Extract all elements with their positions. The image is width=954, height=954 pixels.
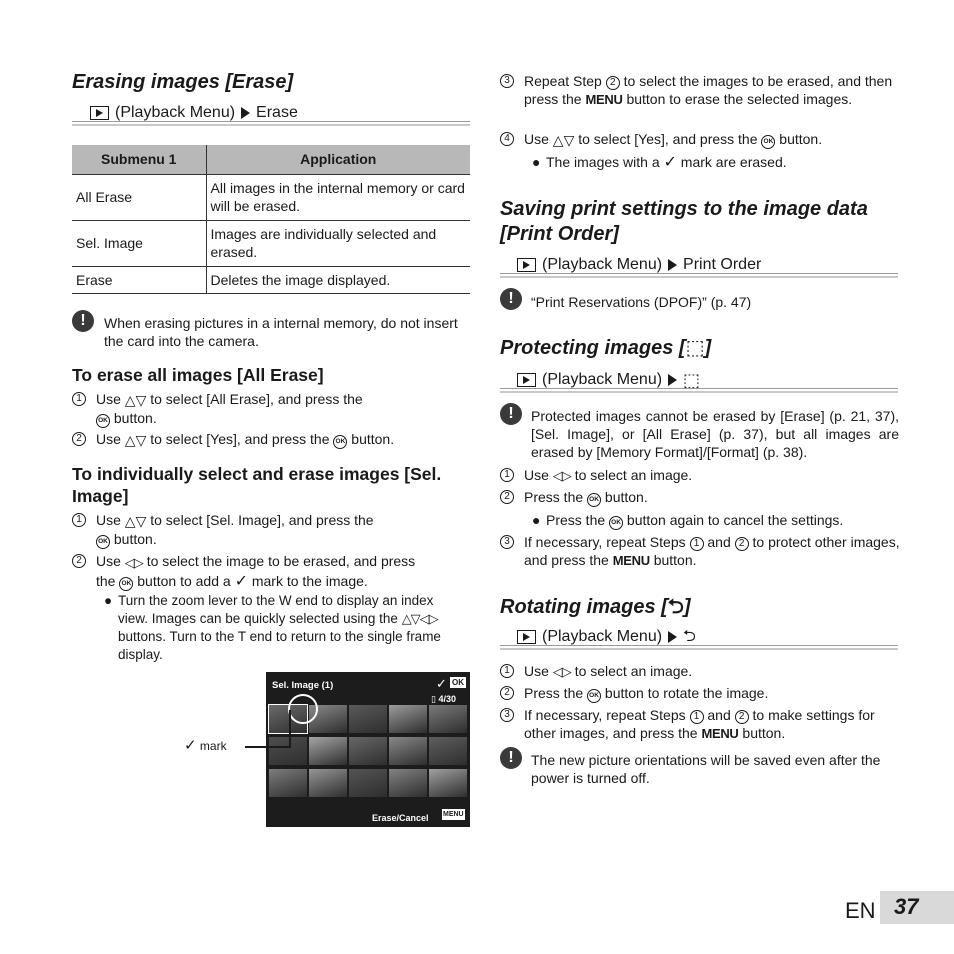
check-mark-icon: ✓ [663, 154, 677, 171]
table-cell: Sel. Image [72, 220, 206, 266]
step-3: 3 Repeat Step 2 to select the images to be erased, and then press the MENU button to erase the selected images. [500, 72, 900, 109]
image-counter: ▯ 4/30 [431, 694, 456, 704]
thumbnail[interactable] [429, 769, 467, 797]
thumbnail[interactable] [349, 737, 387, 765]
up-down-arrows-icon: △▽ [124, 392, 147, 408]
thumbnail[interactable] [269, 737, 307, 765]
section-title-print-order: Saving print settings to the image data [Print Order] [500, 198, 868, 245]
ok-button-icon: OK [96, 535, 110, 549]
screen-footer: Erase/Cancel [372, 813, 429, 823]
step-number: 3 [500, 74, 514, 88]
step-4: 4 Use △▽ to select [Yes], and press the OK button. [500, 130, 900, 149]
table-header: Submenu 1 [72, 145, 206, 174]
divider [500, 388, 898, 393]
step-number: 2 [500, 490, 514, 504]
protect-icon: ⬚ [685, 337, 705, 359]
menu-button-label: MENU [612, 553, 650, 568]
menu-label: (Playback Menu) [115, 104, 236, 121]
step-number: 4 [500, 132, 514, 146]
rotate-icon: ⮌ [667, 596, 684, 618]
left-right-arrows-icon: ◁▷ [124, 555, 143, 570]
thumbnail[interactable] [389, 769, 427, 797]
step-2: 2 Use △▽ to select [Yes], and press the OK button. [72, 430, 472, 449]
bullet-note: ● The images with a ✓ mark are erased. [532, 154, 787, 171]
section-title-protect: Protecting images [⬚] [500, 337, 712, 359]
step-number: 2 [72, 432, 86, 446]
up-down-arrows-icon: △▽ [124, 513, 147, 529]
step-1: 1 Use △▽ to select [Sel. Image], and press the OK button. [72, 511, 472, 549]
camera-screen [266, 672, 470, 827]
playback-icon [517, 373, 536, 387]
protect-menu-path: (Playback Menu) ⬚ [517, 370, 700, 390]
thumbnail[interactable] [349, 705, 387, 733]
subheading-sel-image: To individually select and erase images [Sel. Image] [72, 464, 442, 506]
caution-icon: ! [500, 403, 522, 425]
thumbnail[interactable] [309, 769, 347, 797]
step-3: 3 If necessary, repeat Steps 1 and 2 to make settings for other images, and press the MENU button. [500, 706, 900, 743]
protect-icon: ⬚ [683, 370, 701, 390]
step-2: 2 Press the OK button. [500, 488, 900, 507]
divider [500, 645, 898, 650]
screen-title: Sel. Image (1) [272, 680, 334, 691]
divider [72, 121, 470, 126]
ok-badge: OK [452, 678, 464, 687]
table-row [72, 220, 470, 266]
step-number: 3 [500, 708, 514, 722]
bullet-note: ● Press the OK button again to cancel the settings. [532, 512, 844, 528]
table-cell: Erase [72, 266, 206, 293]
submenu-table [72, 145, 470, 294]
caution-note: The new picture orientations will be saved even after the power is turned off. [531, 752, 881, 786]
callout-line [289, 710, 291, 748]
arrow-right-icon [668, 631, 677, 643]
step-2: 2 Use ◁▷ to select the image to be erased, and press the OK button to add a ✓ mark to the image. [72, 552, 472, 591]
print-order-menu-path: (Playback Menu) Print Order [517, 255, 761, 275]
thumbnail[interactable] [389, 737, 427, 765]
caution-note: Protected images cannot be erased by [Erase] (p. 21, 37), [Sel. Image], or [All Erase] (p. 37), but all images are erased by [Memory Format]/[Format] (p. 38). [531, 408, 899, 460]
step-1: 1 Use ◁▷ to select an image. [500, 662, 900, 681]
caution-note: When erasing pictures in a internal memory, do not insert the card into the camera. [104, 315, 458, 349]
protect-small-icon: ▯ [431, 694, 436, 704]
subheading-all-erase: To erase all images [All Erase] [72, 365, 324, 385]
playback-icon [90, 106, 109, 120]
step-number: 1 [500, 468, 514, 482]
ok-button-icon: OK [333, 435, 347, 449]
ok-button-icon: OK [96, 414, 110, 428]
erase-menu-path [90, 103, 298, 123]
section-title-rotate: Rotating images [⮌] [500, 596, 691, 618]
caution-icon: ! [500, 288, 522, 310]
table-cell: All images in the internal memory or card will be erased. [206, 174, 470, 220]
step-number: 2 [500, 686, 514, 700]
table-header: Application [206, 145, 470, 174]
caution-icon: ! [500, 747, 522, 769]
table-row [72, 174, 470, 220]
thumbnail[interactable] [269, 769, 307, 797]
divider [500, 273, 898, 278]
thumbnail[interactable] [429, 705, 467, 733]
menu-item: Erase [256, 104, 298, 121]
ok-button-icon: OK [587, 689, 601, 703]
thumbnail[interactable] [389, 705, 427, 733]
table-cell: All Erase [72, 174, 206, 220]
ok-button-icon: OK [119, 577, 133, 591]
arrow-right-icon [668, 374, 677, 386]
reference-note: “Print Reservations (DPOF)” (p. 47) [531, 294, 752, 310]
menu-button-label: MENU [701, 726, 739, 741]
check-mark-icon: ✓ [436, 676, 447, 691]
step-3: 3 If necessary, repeat Steps 1 and 2 to protect other images, and press the MENU button. [500, 533, 900, 570]
bullet-note: ● Turn the zoom lever to the W end to display an index view. Images can be quickly selected using the △▽◁▷ buttons. Turn to the T end to return to the single frame display. [104, 593, 441, 662]
callout-line [245, 746, 290, 748]
arrow-right-icon [668, 259, 677, 271]
step-2: 2 Press the OK button to rotate the image. [500, 684, 900, 703]
check-mark-icon: ✓ [184, 737, 197, 754]
language-code: EN [845, 898, 876, 923]
playback-icon [517, 258, 536, 272]
step-number: 1 [72, 513, 86, 527]
caution-icon: ! [72, 310, 94, 332]
step-number: 2 [72, 554, 86, 568]
up-down-arrows-icon: △▽ [124, 432, 147, 448]
check-mark-icon: ✓ [234, 573, 248, 590]
left-right-arrows-icon: ◁▷ [552, 468, 571, 483]
thumbnail[interactable] [429, 737, 467, 765]
arrow-right-icon [241, 107, 250, 119]
rotate-menu-path: (Playback Menu) ⮌ [517, 627, 696, 647]
thumbnail[interactable] [349, 769, 387, 797]
ok-button-icon: OK [587, 493, 601, 507]
step-1: 1 Use ◁▷ to select an image. [500, 466, 900, 485]
playback-icon [517, 630, 536, 644]
section-title-erase: Erasing images [Erase] [72, 71, 294, 93]
selection-circle [288, 694, 318, 724]
thumbnail[interactable] [309, 737, 347, 765]
four-way-arrows-icon: △▽◁▷ [401, 611, 438, 626]
up-down-arrows-icon: △▽ [552, 132, 575, 148]
menu-badge: MENU [443, 811, 464, 818]
step-number: 1 [72, 392, 86, 406]
table-cell: Deletes the image displayed. [206, 266, 470, 293]
menu-button-label: MENU [585, 92, 623, 107]
table-row [72, 266, 470, 293]
mark-callout: ✓ mark [184, 737, 227, 754]
table-cell: Images are individually selected and erased. [206, 220, 470, 266]
left-right-arrows-icon: ◁▷ [552, 664, 571, 679]
ok-button-icon: OK [609, 516, 623, 530]
step-number: 1 [500, 664, 514, 678]
page-number: 37 [880, 891, 954, 924]
ok-button-icon: OK [761, 135, 775, 149]
step-1: 1 Use △▽ to select [All Erase], and press the OK button. [72, 390, 472, 428]
step-number: 3 [500, 535, 514, 549]
rotate-icon: ⮌ [683, 628, 696, 645]
